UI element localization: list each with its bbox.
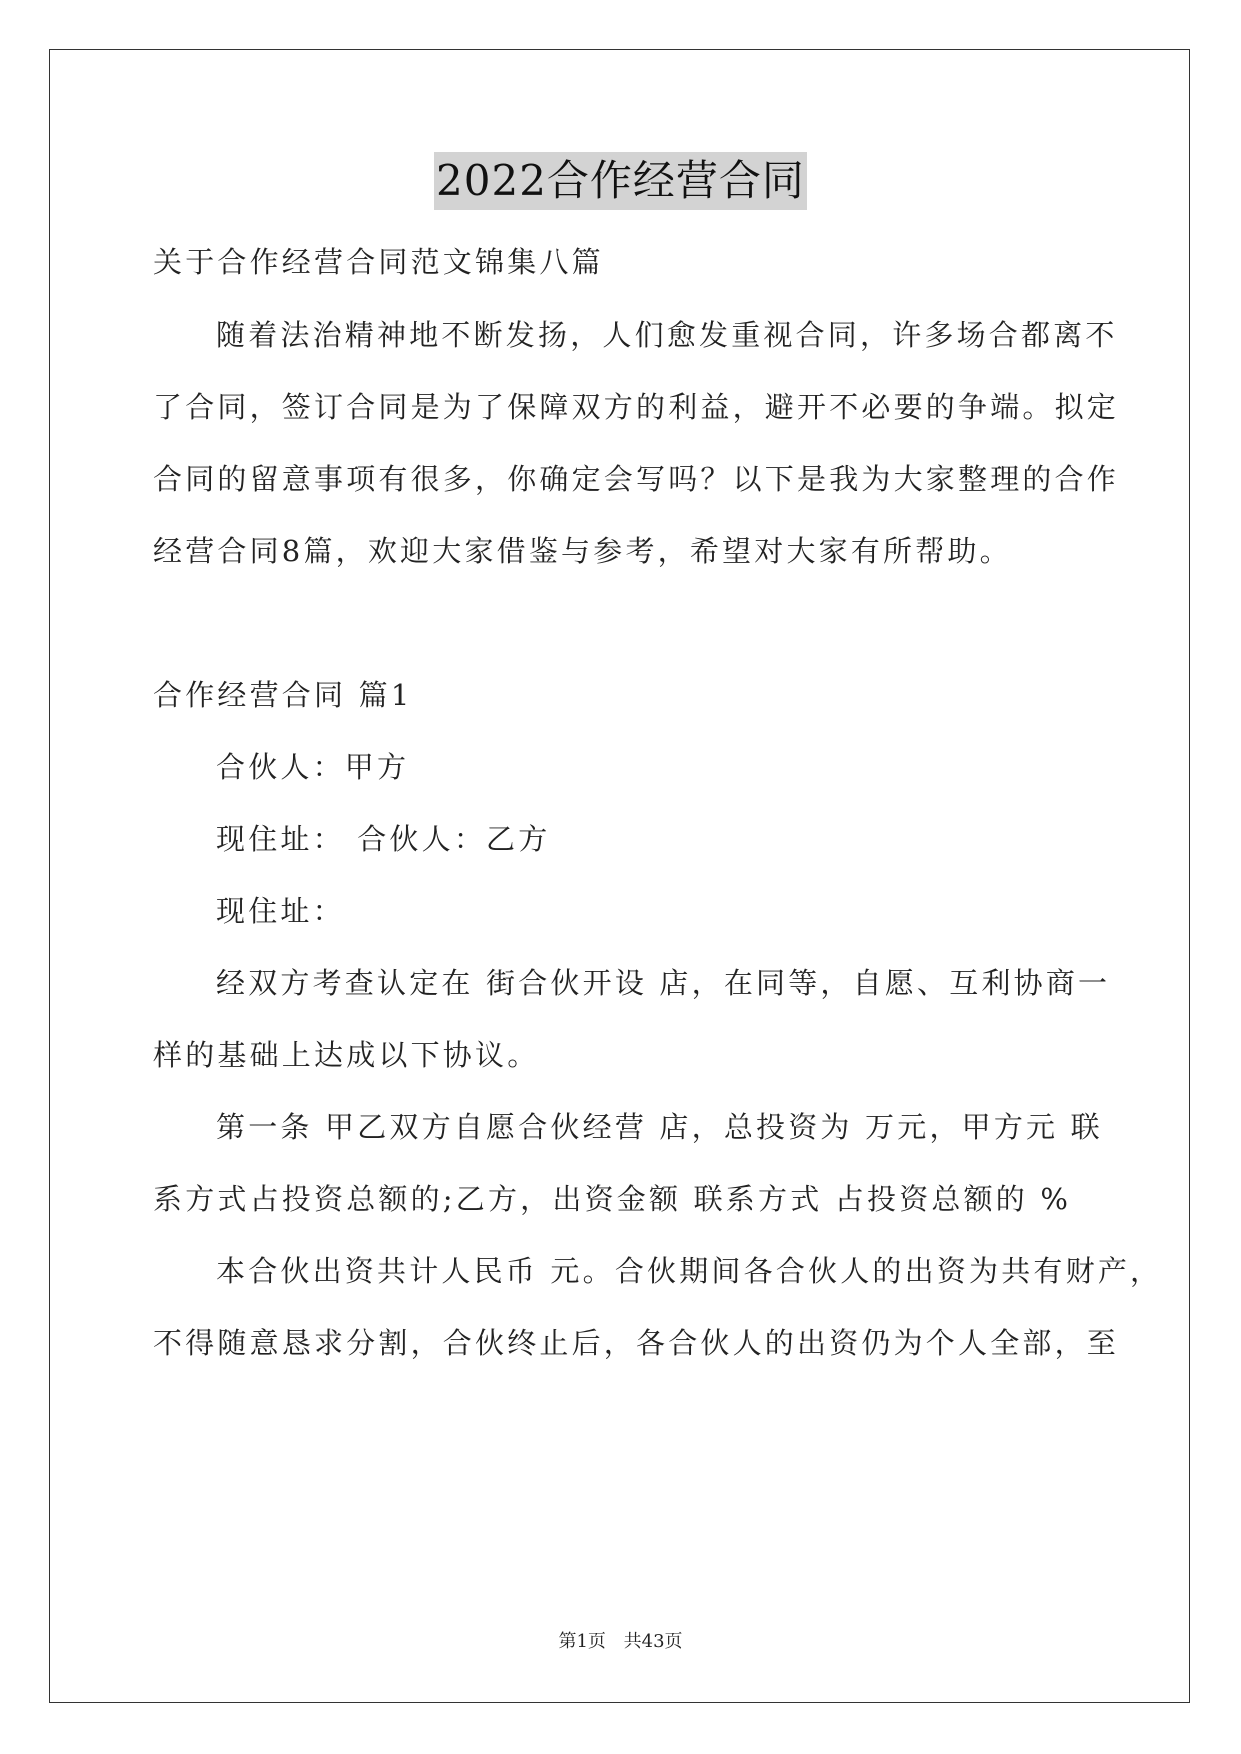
page-footer xyxy=(0,1627,1241,1653)
page-border xyxy=(49,49,1190,1703)
address-line: 现住址： xyxy=(216,894,345,928)
body-line: 系方式占投资总额的;乙方，出资金额 联系方式 占投资总额的 % xyxy=(153,1182,1072,1216)
body-line: 经双方考查认定在 街合伙开设 店，在同等，自愿、互利协商一 xyxy=(216,966,1111,1000)
body-line: 样的基础上达成以下协议。 xyxy=(153,1038,540,1072)
party-a-line: 合伙人：甲方 xyxy=(216,750,410,784)
document-title: 2022合作经营合同 xyxy=(434,152,807,210)
intro-line: 了合同，签订合同是为了保障双方的利益，避开不必要的争端。拟定 xyxy=(153,390,1120,424)
page-number: 第1页 xyxy=(558,1631,606,1652)
address-line: 现住址： 合伙人：乙方 xyxy=(216,822,551,856)
page-total: 共43页 xyxy=(623,1631,683,1652)
title-wrapper xyxy=(0,152,1241,210)
intro-line: 经营合同8篇，欢迎大家借鉴与参考，希望对大家有所帮助。 xyxy=(153,534,1012,568)
section-heading: 合作经营合同 篇1 xyxy=(153,678,413,712)
document-subtitle: 关于合作经营合同范文锦集八篇 xyxy=(153,245,604,279)
body-line: 第一条 甲乙双方自愿合伙经营 店，总投资为 万元，甲方元 联 xyxy=(216,1110,1103,1144)
intro-line: 随着法治精神地不断发扬，人们愈发重视合同，许多场合都离不 xyxy=(216,318,1118,352)
intro-line: 合同的留意事项有很多，你确定会写吗？以下是我为大家整理的合作 xyxy=(153,462,1120,496)
body-line: 本合伙出资共计人民币 元。合伙期间各合伙人的出资为共有财产， xyxy=(216,1254,1163,1288)
body-line: 不得随意恳求分割，合伙终止后，各合伙人的出资仍为个人全部，至 xyxy=(153,1326,1120,1360)
